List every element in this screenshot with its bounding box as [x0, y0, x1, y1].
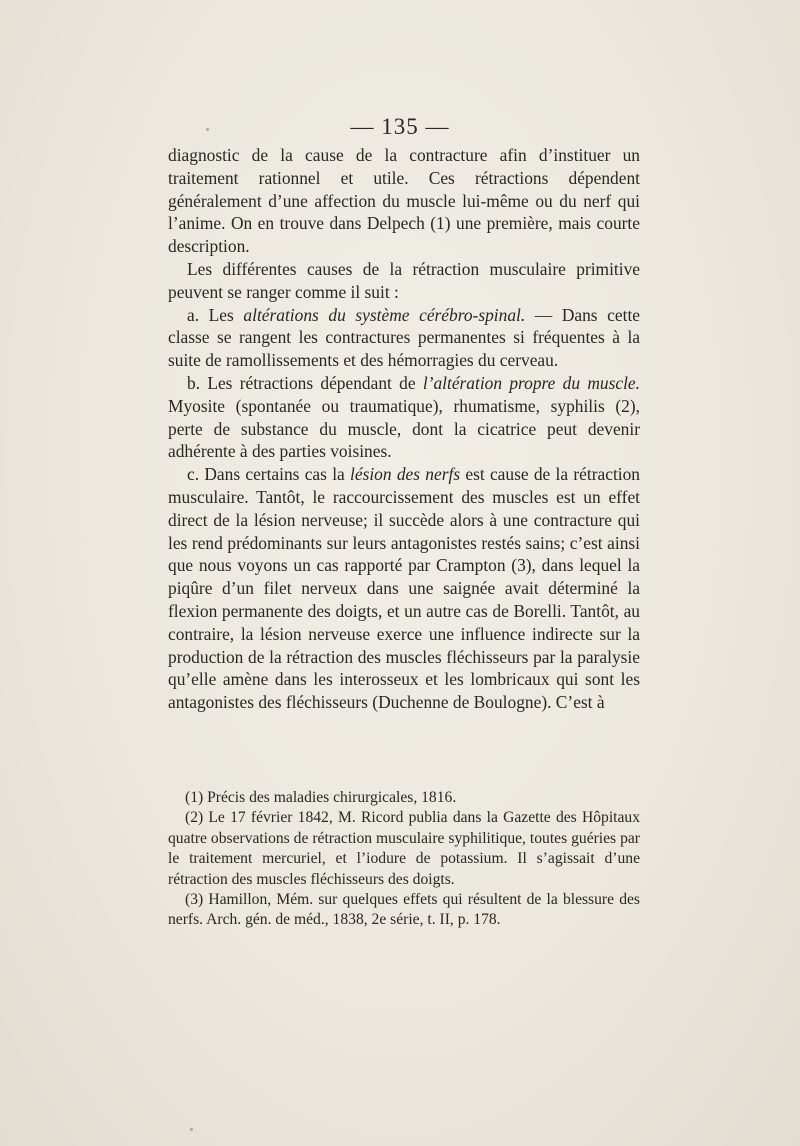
paragraph-text: Myosite (spontanée ou traumatique), rhumatisme, syphilis (2), perte de substance du muscle, dont la cicatrice peut devenir adhérente à des parties voisines.: [168, 395, 640, 462]
footnote-2: (2) Le 17 février 1842, M. Ricord publia dans la Gazette des Hôpitaux quatre observations de rétraction musculaire syphilitique, toutes guéries par le traitement mercuriel, et l’iodure de potassium. Il s’agissait d’une rétraction des muscles fléchisseurs des doigts.: [168, 809, 640, 888]
paragraph-1: [168, 144, 640, 258]
paragraph-b: [168, 372, 640, 463]
paragraph-text: a. Les: [187, 304, 244, 325]
footnote-3: (3) Hamillon, Mém. sur quelques effets qui résultent de la blessure des nerfs. Arch. gén. de méd., 1838, 2e série, t. II, p. 178.: [168, 891, 640, 929]
paper-speck: [190, 1128, 193, 1131]
paragraph-text: Les différentes causes de la rétraction musculaire primitive peuvent se ranger comme il suit :: [168, 258, 640, 302]
paragraph-c: [168, 463, 640, 714]
footnotes: [168, 788, 640, 931]
paragraph-a: [168, 304, 640, 372]
page-number: — 135 —: [350, 114, 450, 139]
italic-heading: l’altération propre du muscle.: [422, 372, 640, 393]
paragraph-text: b. Les rétractions dépendant de: [187, 372, 423, 393]
paragraph-2: [168, 258, 640, 304]
italic-heading: altérations du système cérébro-spinal.: [243, 304, 526, 325]
paragraph-text: est cause de la rétraction musculaire. Tantôt, le raccourcissement des muscles est un effet direct de la lésion nerveuse; il succède alors à une contracture qui les rend prédominants sur leurs antagonistes restés sains; c’est ainsi que nous voyons un cas rapporté par Crampton (3), dans lequel la piqûre d’un filet nerveux dans une saignée avait déterminé la flexion permanente des doigts, et un autre cas de Borelli. Tantôt, au contraire, la lésion nerveuse exerce une influence indirecte sur la production de la rétraction des muscles fléchisseurs par la paralysie qu’elle amène dans les interosseux et les lombricaux qui sont les antagonistes des fléchisseurs (Duchenne de Boulogne). C’est à: [168, 464, 641, 713]
paper-speck: [206, 128, 209, 131]
footnote-1: (1) Précis des maladies chirurgicales, 1816.: [185, 789, 457, 806]
main-text: [168, 144, 640, 714]
paragraph-text: — Dans cette classe se rangent les contractures permanentes si fréquentes à la suite de ramollissements et des hémorragies du cerveau.: [168, 304, 641, 371]
italic-heading: lésion des nerfs: [350, 464, 461, 485]
paragraph-text: diagnostic de la cause de la contracture afin d’instituer un traitement rationnel et utile. Ces rétractions dépendent généralement d’une affection du muscle lui-même ou du nerf qui l’anime. On en trouve dans Delpech (1) une première, mais courte description.: [168, 145, 640, 257]
paragraph-text: c. Dans certains cas la: [187, 464, 351, 485]
